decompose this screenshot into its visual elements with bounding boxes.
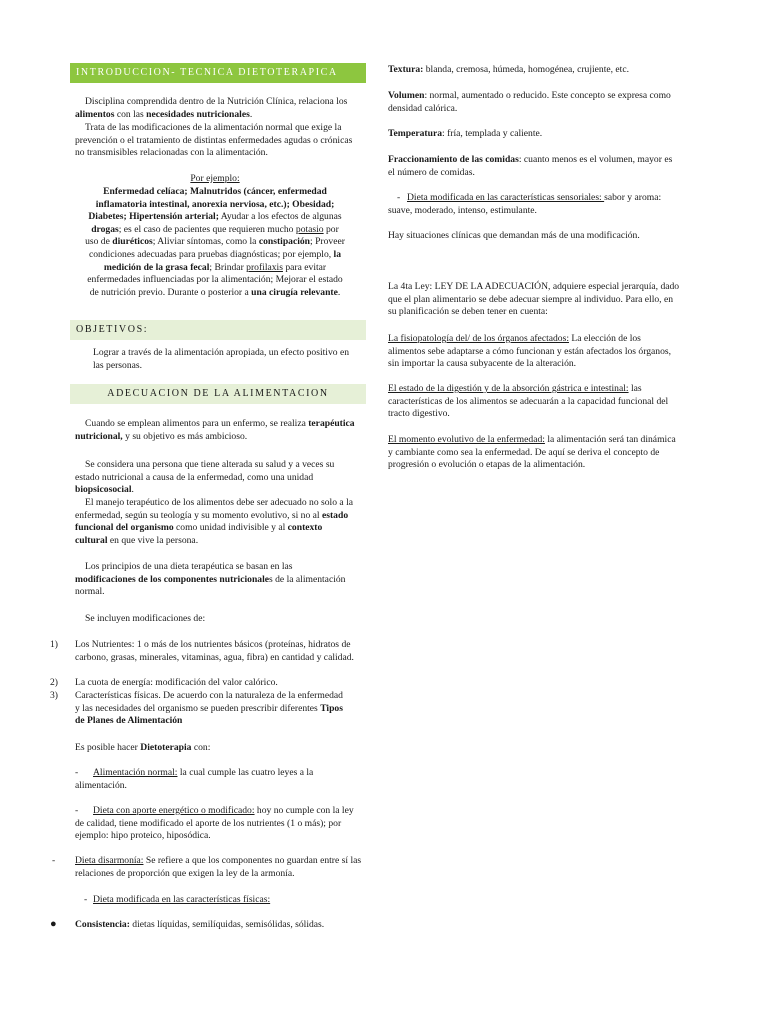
textura-item: Textura: blanda, cremosa, húmeda, homogénea, crujiente, etc. (388, 64, 630, 75)
situaciones-clinicas: Hay situaciones clínicas que demandan más de una modificación. (388, 230, 640, 241)
momento-evolutivo-item: El momento evolutivo de la enfermedad: la alimentación será tan dinámica y cambiante como sea la enfermedad. De aquí se deriva el concepto de progresión o evolución o etapas de la alimentación. (388, 434, 676, 471)
adecuacion-paragraph-4: Los principios de una dieta terapéutica se basan en las modificaciones de los componentes nutricionales de la alimentación normal. (75, 561, 346, 598)
list-item: La cuota de energía: modificación del valor calórico. (75, 677, 278, 688)
dietoterapia-intro: Es posible hacer Dietoterapia con: (75, 742, 211, 753)
dash-marker: - (52, 855, 56, 866)
volumen-item: Volumen: normal, aumentado o reducido. Este concepto se expresa como densidad calórica. (388, 90, 671, 114)
digestion-item: El estado de la digestión y de la absorción gástrica e intestinal: las características de los alimentos se adecuarán a la capacidad funcional del tracto digestivo. (388, 383, 669, 420)
adecuacion-paragraph-5: Se incluyen modificaciones de: (85, 613, 206, 624)
section-header-intro: INTRODUCCION- TECNICA DIETOTERAPICA (70, 63, 366, 83)
dieta-sensoriales-item: Dieta modificada en las características sensoriales: sabor y aroma: suave, moderado, intenso, estimulante. (388, 192, 662, 216)
objetivos-text: Lograr a través de la alimentación apropiada, un efecto positivo en las personas. (93, 347, 349, 371)
consistencia-item: Consistencia: dietas líquidas, semilíquidas, semisólidas, sólidas. (75, 919, 325, 930)
bullet-marker: ● (50, 918, 57, 930)
list-item: Características físicas. De acuerdo con la naturaleza de la enfermedad y las necesidades del organismo se pueden prescribir diferentes Tipos de Planes de Alimentación (75, 690, 343, 727)
dieta-disarmonia-item: Dieta disarmonía: Se refiere a que los componentes no guardan entre sí las relaciones de proporción que exigen la ley de la armonía. (75, 855, 362, 879)
intro-paragraph-1: Disciplina comprendida dentro de la Nutrición Clínica, relaciona los alimentos con las necesidades nutricionales. (75, 96, 348, 120)
list-number: 2) (50, 677, 58, 688)
dash-marker: - (75, 767, 79, 778)
section-header-objetivos: OBJETIVOS: (70, 320, 366, 340)
section-header-adecuacion: ADECUACION DE LA ALIMENTACION (70, 384, 366, 404)
list-item: Los Nutrientes: 1 o más de los nutrientes básicos (proteínas, hidratos de carbono, grasas, minerales, vitaminas, agua, fibra) en cantidad y calidad. (75, 639, 354, 663)
examples-block: Enfermedad celíaca; Malnutridos (cáncer, enfermedad inflamatoria intestinal, anorexia nerviosa, etc.); Obesidad; Diabetes; Hipertensión arterial; Ayudar a los efectos de algunas drogas; es el caso de pacientes que requieren mucho potasio por uso de diuréticos; Aliviar síntomas, como la constipación; Proveer condiciones adecuadas para pruebas diagnósticas; por ejemplo, la medición de la grasa fecal; Brindar profilaxis para evitar enfermedades influenciadas por la alimentación; Mejorar el estado de nutrición previo. Durante o posterior a una cirugía relevante. (85, 186, 345, 298)
fraccionamiento-item: Fraccionamiento de las comidas: cuanto menos es el volumen, mayor es el número de comidas. (388, 154, 673, 178)
adecuacion-paragraph-1: Cuando se emplean alimentos para un enfermo, se realiza terapéutica nutricional, y su objetivo es más ambicioso. (75, 418, 355, 442)
intro-paragraph-2: Trata de las modificaciones de la alimentación normal que exige la prevención o el tratamiento de distintas enfermedades agudas o crónicas no transmisibles relacionadas con la alimentación. (75, 122, 353, 159)
dieta-aporte-item: Dieta con aporte energético o modificado: hoy no cumple con la ley de calidad, tiene modificado el aporte de los nutrientes (1 o más); por ejemplo: hipo proteico, hiposódica. (75, 805, 354, 842)
dash-marker: - (84, 894, 88, 905)
fisiopatologia-item: La fisiopatología del/ de los órganos afectados: La elección de los alimentos sebe adaptarse a cómo funcionan y están afectados los órganos, sin importar la causa subyacente de la alteración. (388, 333, 672, 370)
alimentacion-normal-item: Alimentación normal: la cual cumple las cuatro leyes a la alimentación. (75, 767, 314, 791)
dash-marker: - (397, 192, 401, 203)
adecuacion-paragraph-3: El manejo terapéutico de los alimentos debe ser adecuado no solo a la enfermedad, según su teología y su momento evolutivo, si no al estado funcional del organismo como unidad indivisible y al contexto cultural en que vive la persona. (75, 497, 353, 546)
list-number: 1) (50, 639, 58, 650)
temperatura-item: Temperatura: fría, templada y caliente. (388, 128, 543, 139)
dash-marker: - (75, 805, 79, 816)
list-number: 3) (50, 690, 58, 701)
adecuacion-paragraph-2: Se considera una persona que tiene alterada su salud y a veces su estado nutricional a causa de la enfermedad, como una unidad biopsicosocial. (75, 459, 335, 496)
dieta-fisicas-item: Dieta modificada en las características físicas: (93, 894, 271, 905)
ley-adecuacion-paragraph: La 4ta Ley: LEY DE LA ADECUACIÓN, adquiere especial jerarquía, dado que el plan alimentario se debe adecuar siempre al individuo. Para ello, en su planificación se deben tener en cuenta: (388, 281, 680, 318)
example-label: Por ejemplo: (190, 173, 240, 184)
